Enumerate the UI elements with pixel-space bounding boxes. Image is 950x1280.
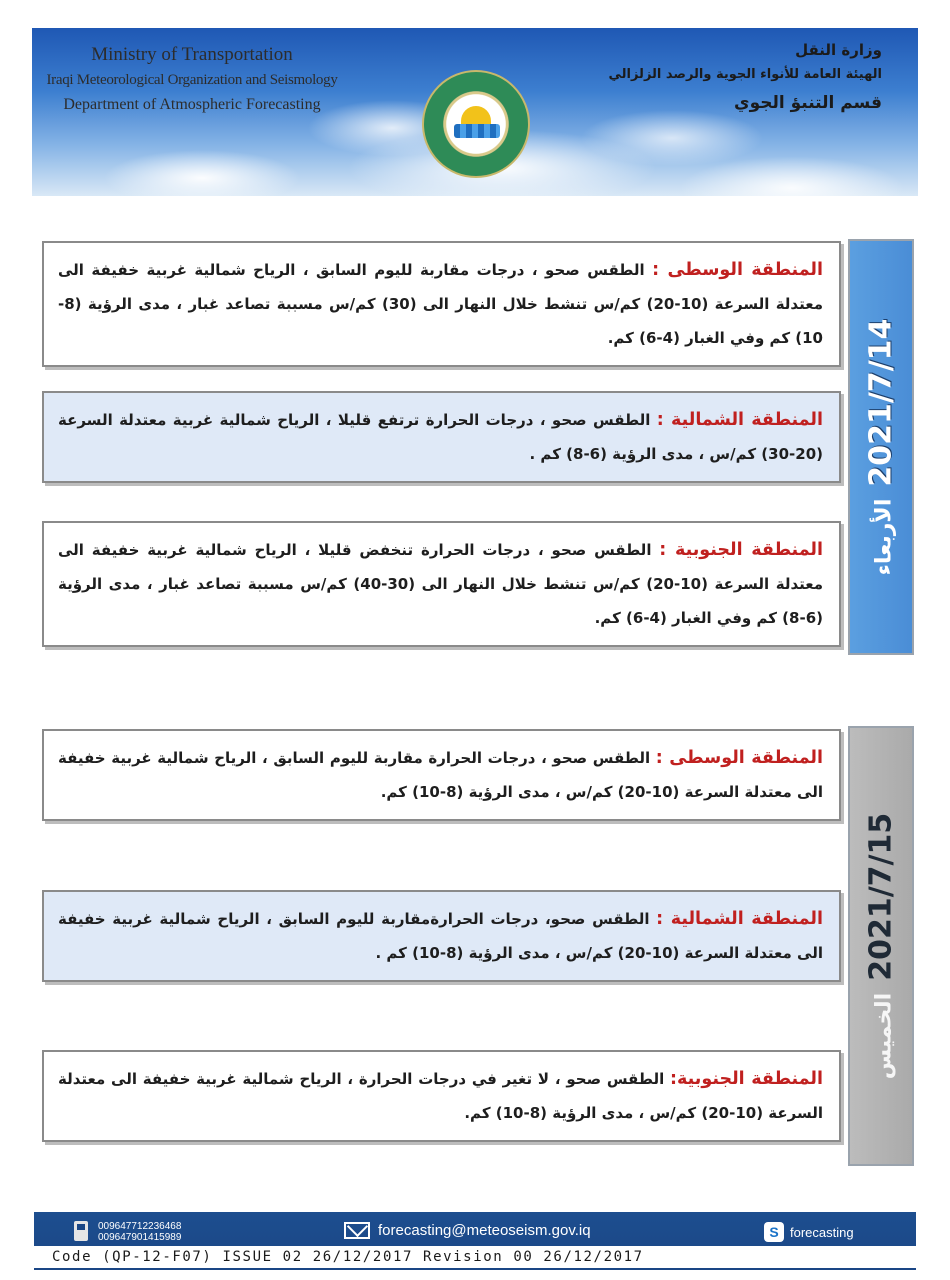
forecast-day: الأربعاء xyxy=(871,498,897,576)
forecast-card-day2-south xyxy=(42,1050,841,1142)
phone-numbers xyxy=(98,1221,181,1243)
logo-sun-icon xyxy=(461,106,491,124)
region-name: المنطقة الجنوبية : xyxy=(659,540,823,560)
forecast-card-day1-south xyxy=(42,521,841,647)
date-column-day2 xyxy=(848,726,914,1166)
ministry-title-ar: وزارة النقل xyxy=(795,41,882,59)
forecast-text: الطقس صحو ، درجات الحرارة تنخفض قليلا ، الرياح شمالية غربية خفيفة الى معتدلة السرعة (10-20) كم/س تنشط خلال النهار الى (30-40) كم/س مسببة تصاعد غبار ، مدى الرؤية (6-8) كم وفي الغبار (4-6) كم. xyxy=(58,541,823,627)
email-address[interactable]: forecasting@meteoseism.gov.iq xyxy=(378,1222,591,1239)
forecast-card-day2-north xyxy=(42,890,841,982)
skype-icon: S xyxy=(764,1222,784,1242)
document-code-line: Code (QP-12-F07) ISSUE 02 26/12/2017 Revision 00 26/12/2017 xyxy=(34,1246,916,1268)
skype-contact[interactable] xyxy=(764,1222,854,1242)
forecast-card-day2-central xyxy=(42,729,841,821)
forecast-text: الطقس صحو ، لا تغير في درجات الحرارة ، الرياح شمالية غربية خفيفة الى معتدلة السرعة (10-20) كم/س ، مدى الرؤية (8-10) كم. xyxy=(58,1070,823,1122)
forecast-date: 2021/7/14 xyxy=(863,318,899,487)
region-name: المنطقة الجنوبية: xyxy=(670,1069,823,1089)
forecast-text: الطقس صحو، درجات الحرارةمقاربة لليوم السابق ، الرياح شمالية غربية خفيفة الى معتدلة السرعة (10-20) كم/س ، مدى الرؤية (8-10) كم . xyxy=(58,910,823,962)
forecast-card-day1-north xyxy=(42,391,841,483)
forecast-card-day1-central xyxy=(42,241,841,367)
department-title-ar: قسم التنبؤ الجوي xyxy=(734,93,882,113)
logo-waves-icon xyxy=(454,124,500,138)
region-name: المنطقة الوسطى : xyxy=(655,748,823,768)
forecast-text: الطقس صحو ، درجات مقاربة لليوم السابق ، الرياح شمالية غربية خفيفة الى معتدلة السرعة (10-20) كم/س تنشط خلال النهار الى (30) كم/س مسببة تصاعد غبار ، مدى الرؤية (8-10) كم وفي الغبار (4-6) كم. xyxy=(58,261,823,347)
phone-icon xyxy=(74,1221,88,1241)
region-name: المنطقة الوسطى : xyxy=(652,260,823,280)
region-name: المنطقة الشمالية : xyxy=(656,909,823,929)
header-english xyxy=(32,42,352,118)
envelope-icon xyxy=(344,1222,370,1239)
department-title-en: Department of Atmospheric Forecasting xyxy=(63,96,321,113)
forecast-date: 2021/7/15 xyxy=(863,812,899,981)
date-column-day1 xyxy=(848,239,914,655)
region-name: المنطقة الشمالية : xyxy=(656,410,823,430)
phone-number: 009647712236468 xyxy=(98,1221,182,1232)
ministry-title-en: Ministry of Transportation xyxy=(91,44,293,65)
header-banner xyxy=(32,28,918,196)
organization-title-ar: الهيئة العامة للأنواء الجوية والرصد الزلزالي xyxy=(608,67,882,82)
footer-bar xyxy=(34,1212,916,1270)
organization-logo xyxy=(422,70,530,178)
forecast-text: الطقس صحو ، درجات الحرارة ترتفع قليلا ، الرياح شمالية غربية معتدلة السرعة (20-30) كم/س ، مدى الرؤية (6-8) كم . xyxy=(58,411,823,463)
forecast-text: الطقس صحو ، درجات الحرارة مقاربة لليوم السابق ، الرياح شمالية غربية خفيفة الى معتدلة السرعة (10-20) كم/س ، مدى الرؤية (8-10) كم. xyxy=(58,749,823,801)
organization-title-en: Iraqi Meteorological Organization and Seismology xyxy=(46,72,338,88)
forecast-day: الخميس xyxy=(871,992,897,1080)
email-contact[interactable] xyxy=(344,1222,591,1239)
skype-name[interactable]: forecasting xyxy=(790,1224,854,1240)
phone-number: 009647901415989 xyxy=(98,1232,182,1243)
header-arabic xyxy=(602,38,882,118)
